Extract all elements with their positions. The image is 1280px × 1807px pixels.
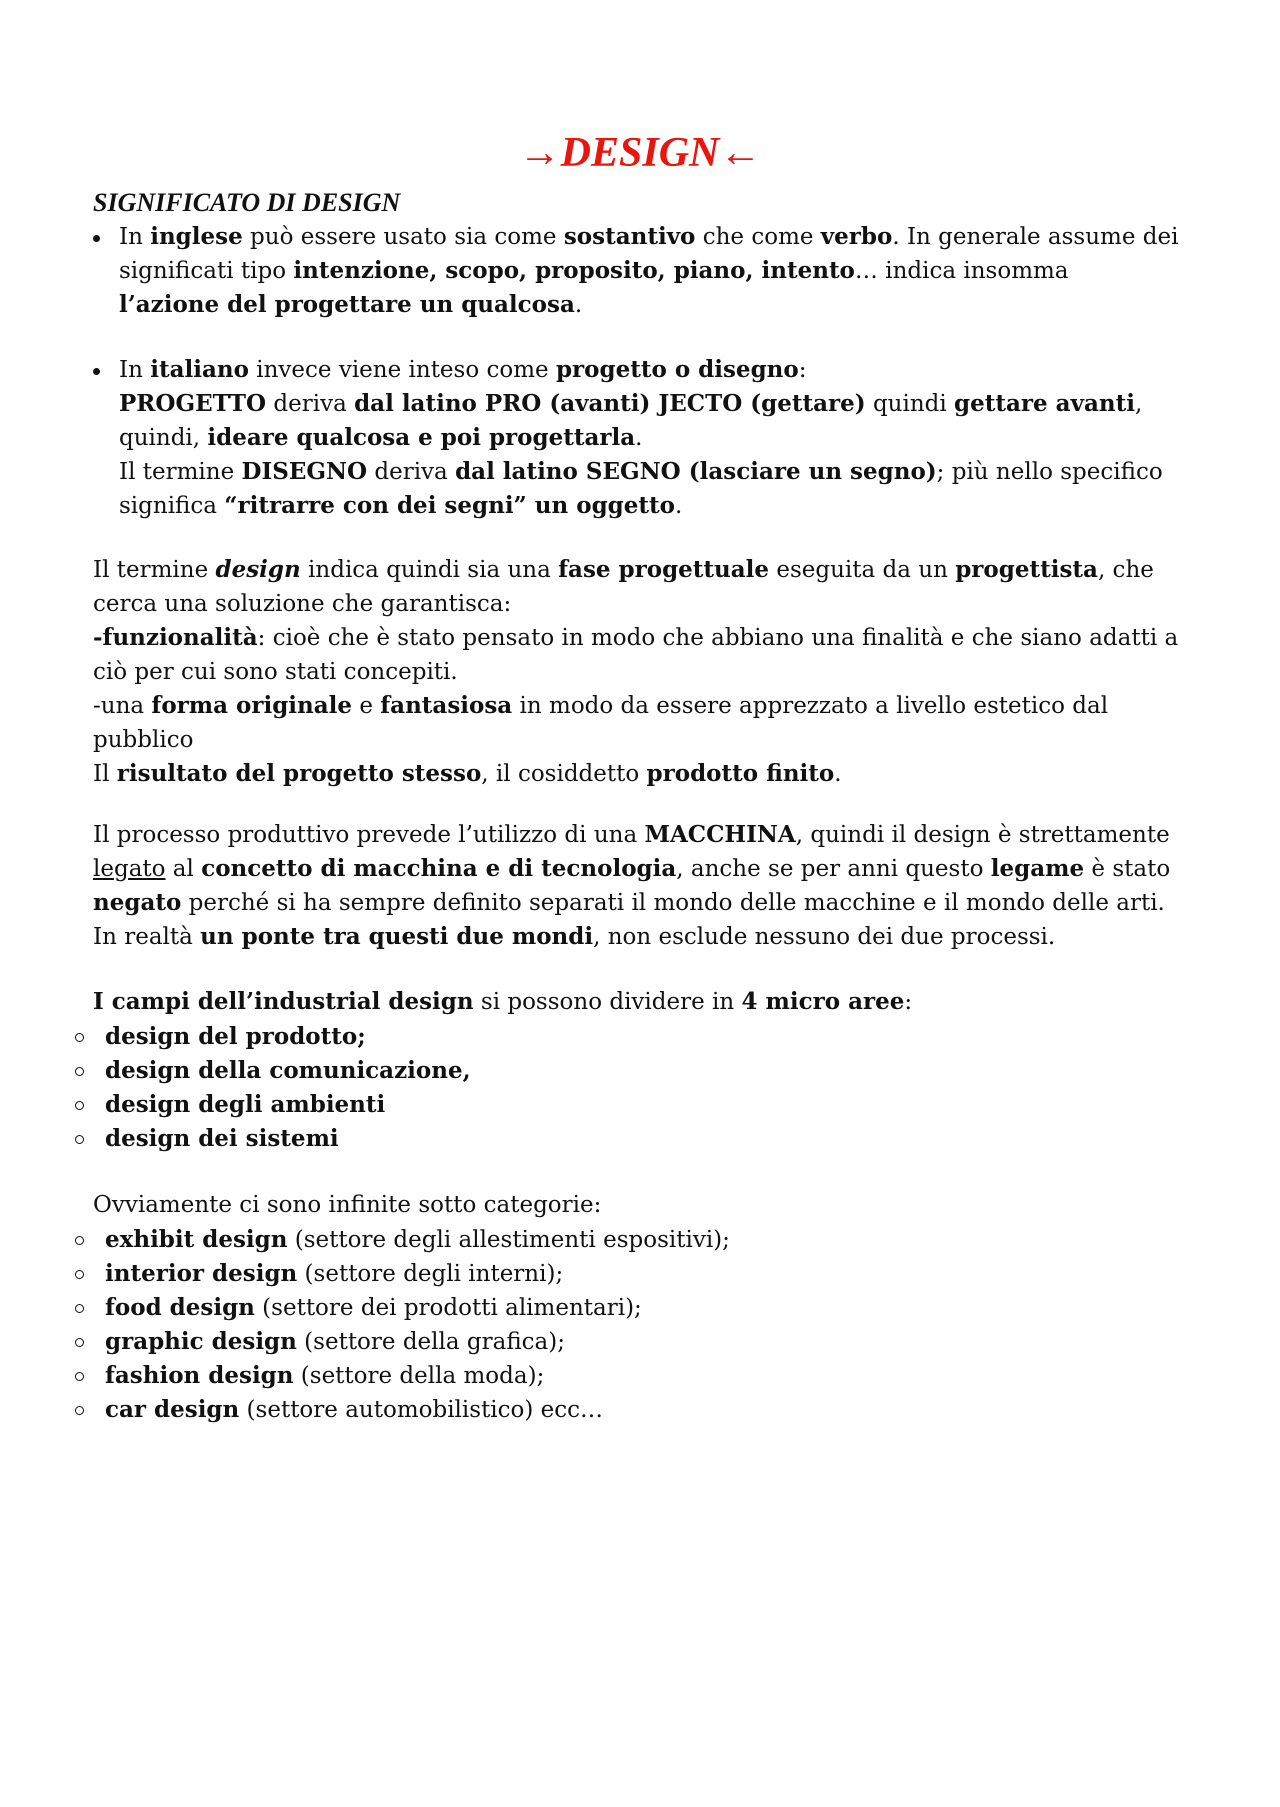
list-item: food design (settore dei prodotti alimentari); [105, 1294, 642, 1321]
list-circle-icon [75, 1338, 84, 1347]
paragraph-categories-intro: Ovviamente ci sono infinite sotto categorie: [93, 1192, 602, 1218]
list-circle-icon [75, 1270, 84, 1279]
list-item: interior design (settore degli interni); [105, 1260, 564, 1287]
bullet-english: In inglese può essere usato sia come sostantivo che come verbo. In generale assume dei significati tipo intenzione, scopo, proposito, piano, intento… indica insomma l’azione del progettare un qualcosa. [119, 223, 1179, 318]
list-item: exhibit design (settore degli allestimenti espositivi); [105, 1226, 730, 1253]
paragraph-fields-intro: I campi dell’industrial design si possono dividere in 4 micro aree: [93, 988, 913, 1015]
list-item: design del prodotto; [105, 1023, 366, 1050]
list-circle-icon [75, 1406, 84, 1415]
list-item: fashion design (settore della moda); [105, 1362, 545, 1389]
list-item: graphic design (settore della grafica); [105, 1328, 565, 1355]
list-circle-icon [75, 1101, 84, 1110]
bullet-dot-icon [93, 235, 100, 242]
section-subtitle: SIGNIFICATO DI DESIGN [93, 188, 401, 217]
page-title: →DESIGN← [518, 130, 762, 176]
bullet-dot-icon [93, 368, 100, 375]
list-circle-icon [75, 1135, 84, 1144]
paragraph-design-definition: Il termine design indica quindi sia una fase progettuale eseguita da un progettista, che cerca una soluzione che garantisca: -funzionalità: cioè che è stato pensato in modo che abbiano una finalità e che siano adatti a ciò per cui sono stati concepiti. -una forma originale e fantasiosa in modo da essere apprezzato a livello estetico dal pubblico Il risultato del progetto stesso, il cosiddetto prodotto finito. [93, 556, 1179, 787]
fields-list [105, 1020, 471, 1156]
list-item: design dei sistemi [105, 1125, 339, 1152]
categories-list [105, 1223, 730, 1427]
list-item: design degli ambienti [105, 1091, 386, 1118]
list-item: design della comunicazione, [105, 1057, 471, 1084]
paragraph-machine: Il processo produttivo prevede l’utilizzo di una MACCHINA, quindi il design è strettamente legato al concetto di macchina e di tecnologia, anche se per anni questo legame è stato negato perché si ha sempre definito separati il mondo delle macchine e il mondo delle arti. In realtà un ponte tra questi due mondi, non esclude nessuno dei due processi. [93, 821, 1171, 950]
list-circle-icon [75, 1033, 84, 1042]
list-circle-icon [75, 1236, 84, 1245]
list-item: car design (settore automobilistico) ecc… [105, 1396, 604, 1423]
list-circle-icon [75, 1067, 84, 1076]
list-circle-icon [75, 1372, 84, 1381]
bullet-italian: In italiano invece viene inteso come progetto o disegno: PROGETTO deriva dal latino PRO (avanti) JECTO (gettare) quindi gettare avanti, quindi, ideare qualcosa e poi progettarla. Il termine DISEGNO deriva dal latino SEGNO (lasciare un segno); più nello specifico significa “ritrarre con dei segni” un oggetto. [119, 356, 1163, 519]
list-circle-icon [75, 1304, 84, 1313]
